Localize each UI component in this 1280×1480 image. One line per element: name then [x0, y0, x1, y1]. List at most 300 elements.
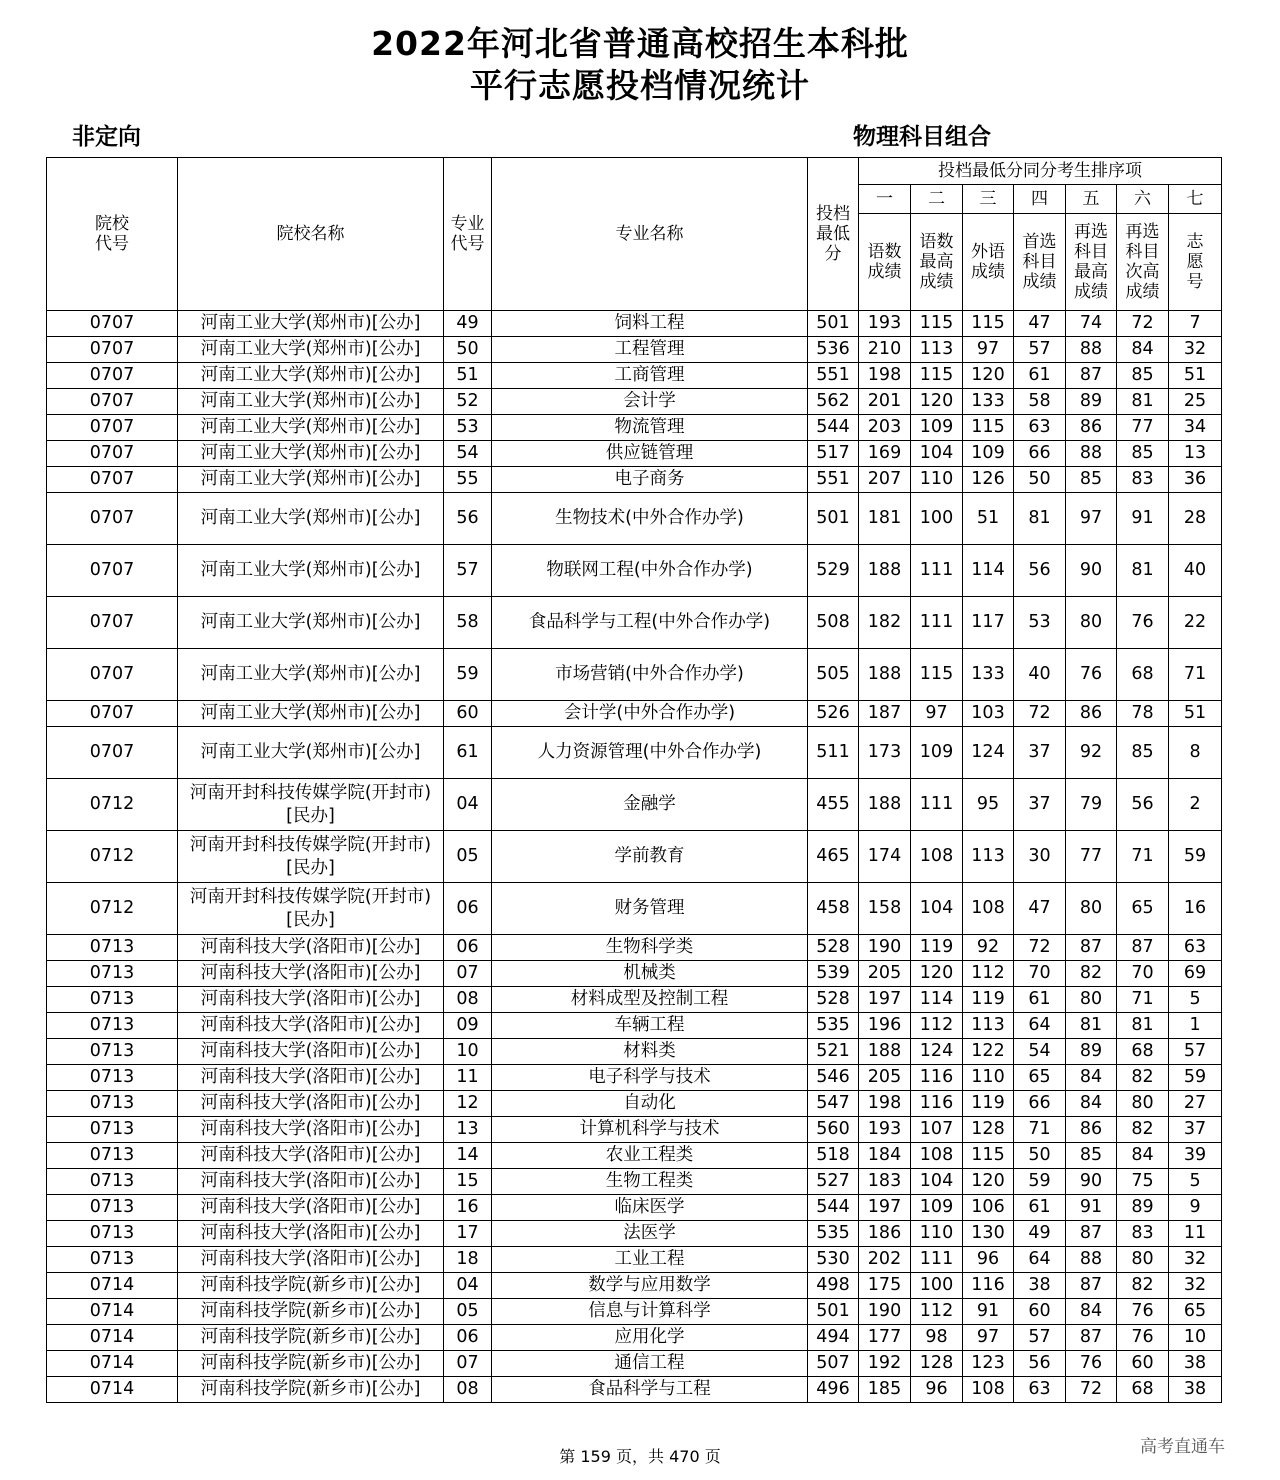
cell-school-name: 河南科技大学(洛阳市)[公办] — [178, 1065, 444, 1091]
cell-school-name: 河南科技大学(洛阳市)[公办] — [178, 1143, 444, 1169]
cell-major-name: 生物技术(中外合作办学) — [492, 493, 808, 545]
cell-major-code: 50 — [444, 337, 492, 363]
cell-rank-3-score: 106 — [963, 1195, 1014, 1221]
cell-rank-3-score: 112 — [963, 961, 1014, 987]
cell-rank-3-score: 126 — [963, 467, 1014, 493]
cell-rank-5-score: 85 — [1066, 1143, 1117, 1169]
cell-rank-3-score: 133 — [963, 649, 1014, 701]
cell-rank-4-score: 66 — [1014, 1091, 1066, 1117]
cell-major-name: 物流管理 — [492, 415, 808, 441]
cell-min-score: 535 — [808, 1013, 859, 1039]
cell-rank-4-score: 64 — [1014, 1013, 1066, 1039]
document-title-line-2: 平行志愿投档情况统计 — [470, 66, 810, 105]
cell-school-name: 河南工业大学(郑州市)[公办] — [178, 649, 444, 701]
cell-rank-2-score: 119 — [911, 935, 963, 961]
cell-school-name: 河南开封科技传媒学院(开封市)[民办] — [178, 883, 444, 935]
cell-rank-6-score: 81 — [1117, 1013, 1169, 1039]
cell-school-code: 0707 — [47, 389, 178, 415]
cell-school-name: 河南开封科技传媒学院(开封市)[民办] — [178, 831, 444, 883]
cell-major-code: 13 — [444, 1117, 492, 1143]
cell-rank-6-score: 82 — [1117, 1117, 1169, 1143]
cell-rank-3-score: 110 — [963, 1065, 1014, 1091]
cell-school-code: 0707 — [47, 545, 178, 597]
cell-rank-1-score: 210 — [859, 337, 911, 363]
cell-min-score: 526 — [808, 701, 859, 727]
cell-rank-5-score: 84 — [1066, 1299, 1117, 1325]
cell-major-name: 信息与计算科学 — [492, 1299, 808, 1325]
cell-rank-3-score: 115 — [963, 311, 1014, 337]
cell-rank-2-score: 112 — [911, 1013, 963, 1039]
cell-major-code: 58 — [444, 597, 492, 649]
table-row — [47, 779, 1222, 831]
cell-rank-5-score: 88 — [1066, 1247, 1117, 1273]
cell-rank-3-score: 109 — [963, 441, 1014, 467]
cell-rank-2-score: 110 — [911, 467, 963, 493]
cell-rank-2-score: 114 — [911, 987, 963, 1013]
cell-school-code: 0707 — [47, 701, 178, 727]
cell-rank-1-score: 188 — [859, 649, 911, 701]
cell-min-score: 529 — [808, 545, 859, 597]
cell-rank-3-score: 117 — [963, 597, 1014, 649]
header-rank-1: 一 — [859, 185, 911, 214]
cell-rank-4-score: 72 — [1014, 701, 1066, 727]
cell-rank-7-choice: 57 — [1169, 1039, 1222, 1065]
cell-rank-5-score: 85 — [1066, 467, 1117, 493]
cell-rank-2-score: 97 — [911, 701, 963, 727]
table-row — [47, 1065, 1222, 1091]
cell-rank-6-score: 85 — [1117, 727, 1169, 779]
cell-major-name: 市场营销(中外合作办学) — [492, 649, 808, 701]
cell-min-score: 527 — [808, 1169, 859, 1195]
cell-rank-1-score: 185 — [859, 1377, 911, 1403]
cell-rank-1-score: 174 — [859, 831, 911, 883]
cell-major-code: 04 — [444, 1273, 492, 1299]
cell-rank-3-score: 133 — [963, 389, 1014, 415]
cell-rank-2-score: 96 — [911, 1377, 963, 1403]
cell-school-name: 河南工业大学(郑州市)[公办] — [178, 441, 444, 467]
cell-school-name: 河南工业大学(郑州市)[公办] — [178, 545, 444, 597]
cell-major-code: 08 — [444, 987, 492, 1013]
cell-school-name: 河南科技学院(新乡市)[公办] — [178, 1273, 444, 1299]
cell-rank-6-score: 71 — [1117, 831, 1169, 883]
cell-rank-4-score: 70 — [1014, 961, 1066, 987]
cell-rank-6-score: 71 — [1117, 987, 1169, 1013]
cell-min-score: 521 — [808, 1039, 859, 1065]
cell-rank-6-score: 68 — [1117, 649, 1169, 701]
table-row — [47, 1013, 1222, 1039]
cell-rank-6-score: 80 — [1117, 1247, 1169, 1273]
table-row — [47, 415, 1222, 441]
cell-rank-2-score: 120 — [911, 961, 963, 987]
cell-rank-6-score: 91 — [1117, 493, 1169, 545]
header-min-score: 投档最低分 — [808, 158, 859, 311]
cell-rank-7-choice: 32 — [1169, 1247, 1222, 1273]
cell-rank-3-score: 91 — [963, 1299, 1014, 1325]
cell-school-name: 河南科技大学(洛阳市)[公办] — [178, 1091, 444, 1117]
cell-rank-4-score: 37 — [1014, 779, 1066, 831]
cell-rank-1-score: 207 — [859, 467, 911, 493]
cell-major-name: 电子商务 — [492, 467, 808, 493]
cell-rank-7-choice: 37 — [1169, 1117, 1222, 1143]
cell-rank-5-score: 72 — [1066, 1377, 1117, 1403]
cell-rank-2-score: 116 — [911, 1091, 963, 1117]
cell-major-code: 52 — [444, 389, 492, 415]
cell-major-name: 学前教育 — [492, 831, 808, 883]
cell-major-code: 17 — [444, 1221, 492, 1247]
cell-rank-2-score: 113 — [911, 337, 963, 363]
cell-rank-6-score: 76 — [1117, 1325, 1169, 1351]
cell-school-name: 河南科技学院(新乡市)[公办] — [178, 1351, 444, 1377]
cell-school-name: 河南工业大学(郑州市)[公办] — [178, 701, 444, 727]
cell-major-name: 工程管理 — [492, 337, 808, 363]
cell-rank-3-score: 123 — [963, 1351, 1014, 1377]
cell-major-code: 56 — [444, 493, 492, 545]
cell-school-code: 0707 — [47, 415, 178, 441]
table-row — [47, 337, 1222, 363]
cell-rank-1-score: 202 — [859, 1247, 911, 1273]
cell-major-name: 供应链管理 — [492, 441, 808, 467]
cell-school-name: 河南科技大学(洛阳市)[公办] — [178, 961, 444, 987]
cell-rank-1-score: 197 — [859, 987, 911, 1013]
cell-rank-5-score: 97 — [1066, 493, 1117, 545]
cell-major-code: 04 — [444, 779, 492, 831]
cell-school-code: 0707 — [47, 727, 178, 779]
cell-rank-4-score: 64 — [1014, 1247, 1066, 1273]
cell-rank-7-choice: 40 — [1169, 545, 1222, 597]
cell-rank-5-score: 87 — [1066, 935, 1117, 961]
cell-school-code: 0714 — [47, 1273, 178, 1299]
cell-rank-4-score: 38 — [1014, 1273, 1066, 1299]
cell-major-name: 会计学 — [492, 389, 808, 415]
cell-rank-3-score: 122 — [963, 1039, 1014, 1065]
cell-major-code: 05 — [444, 1299, 492, 1325]
cell-rank-5-score: 87 — [1066, 1221, 1117, 1247]
cell-rank-4-score: 61 — [1014, 363, 1066, 389]
cell-rank-5-score: 84 — [1066, 1065, 1117, 1091]
cell-min-score: 496 — [808, 1377, 859, 1403]
cell-major-code: 16 — [444, 1195, 492, 1221]
cell-rank-7-choice: 16 — [1169, 883, 1222, 935]
table-row — [47, 1143, 1222, 1169]
cell-rank-7-choice: 39 — [1169, 1143, 1222, 1169]
table-row — [47, 961, 1222, 987]
cell-rank-2-score: 109 — [911, 727, 963, 779]
cell-major-name: 通信工程 — [492, 1351, 808, 1377]
cell-school-code: 0714 — [47, 1299, 178, 1325]
cell-rank-7-choice: 51 — [1169, 701, 1222, 727]
cell-rank-7-choice: 1 — [1169, 1013, 1222, 1039]
table-row — [47, 1039, 1222, 1065]
cell-rank-7-choice: 34 — [1169, 415, 1222, 441]
cell-rank-6-score: 76 — [1117, 1299, 1169, 1325]
header-rank-item-3: 外语成绩 — [963, 214, 1014, 311]
cell-rank-2-score: 115 — [911, 363, 963, 389]
table-row — [47, 1299, 1222, 1325]
cell-rank-7-choice: 25 — [1169, 389, 1222, 415]
cell-rank-1-score: 193 — [859, 1117, 911, 1143]
cell-school-code: 0713 — [47, 935, 178, 961]
cell-major-name: 物联网工程(中外合作办学) — [492, 545, 808, 597]
cell-rank-5-score: 88 — [1066, 337, 1117, 363]
table-row — [47, 727, 1222, 779]
cell-rank-2-score: 128 — [911, 1351, 963, 1377]
cell-rank-4-score: 49 — [1014, 1221, 1066, 1247]
cell-rank-4-score: 66 — [1014, 441, 1066, 467]
cell-rank-4-score: 53 — [1014, 597, 1066, 649]
cell-min-score: 501 — [808, 493, 859, 545]
cell-rank-2-score: 120 — [911, 389, 963, 415]
cell-rank-1-score: 198 — [859, 363, 911, 389]
cell-rank-2-score: 108 — [911, 1143, 963, 1169]
cell-rank-5-score: 77 — [1066, 831, 1117, 883]
subject-combination-label: 物理科目组合 — [853, 124, 991, 150]
header-rank-group: 投档最低分同分考生排序项 — [859, 158, 1222, 185]
cell-rank-4-score: 50 — [1014, 467, 1066, 493]
cell-rank-5-score: 74 — [1066, 311, 1117, 337]
table-row — [47, 1247, 1222, 1273]
cell-min-score: 517 — [808, 441, 859, 467]
cell-rank-2-score: 104 — [911, 883, 963, 935]
cell-min-score: 530 — [808, 1247, 859, 1273]
cell-rank-4-score: 72 — [1014, 935, 1066, 961]
cell-rank-1-score: 190 — [859, 935, 911, 961]
cell-major-code: 07 — [444, 1351, 492, 1377]
cell-major-name: 工业工程 — [492, 1247, 808, 1273]
page-footer: 第 159 页，共 470 页 — [559, 1447, 721, 1466]
cell-school-code: 0712 — [47, 779, 178, 831]
table-row — [47, 389, 1222, 415]
cell-school-name: 河南科技大学(洛阳市)[公办] — [178, 935, 444, 961]
cell-rank-5-score: 92 — [1066, 727, 1117, 779]
cell-major-name: 会计学(中外合作办学) — [492, 701, 808, 727]
cell-major-code: 54 — [444, 441, 492, 467]
cell-min-score: 544 — [808, 415, 859, 441]
cell-major-code: 15 — [444, 1169, 492, 1195]
cell-rank-7-choice: 36 — [1169, 467, 1222, 493]
cell-major-name: 电子科学与技术 — [492, 1065, 808, 1091]
cell-rank-7-choice: 5 — [1169, 1169, 1222, 1195]
cell-school-code: 0713 — [47, 1091, 178, 1117]
table-row — [47, 363, 1222, 389]
cell-major-code: 49 — [444, 311, 492, 337]
cell-rank-7-choice: 32 — [1169, 1273, 1222, 1299]
cell-rank-1-score: 205 — [859, 961, 911, 987]
cell-rank-3-score: 108 — [963, 883, 1014, 935]
cell-major-name: 机械类 — [492, 961, 808, 987]
cell-min-score: 551 — [808, 467, 859, 493]
cell-rank-1-score: 188 — [859, 779, 911, 831]
cell-rank-1-score: 181 — [859, 493, 911, 545]
cell-rank-1-score: 193 — [859, 311, 911, 337]
table-row — [47, 649, 1222, 701]
header-rank-3: 三 — [963, 185, 1014, 214]
cell-min-score: 518 — [808, 1143, 859, 1169]
table-row — [47, 1377, 1222, 1403]
cell-rank-4-score: 30 — [1014, 831, 1066, 883]
cell-rank-5-score: 89 — [1066, 389, 1117, 415]
cell-rank-3-score: 119 — [963, 1091, 1014, 1117]
cell-rank-1-score: 197 — [859, 1195, 911, 1221]
cell-rank-4-score: 47 — [1014, 311, 1066, 337]
cell-school-code: 0713 — [47, 1195, 178, 1221]
cell-rank-1-score: 186 — [859, 1221, 911, 1247]
header-rank-item-1: 语数成绩 — [859, 214, 911, 311]
cell-school-code: 0713 — [47, 1247, 178, 1273]
cell-rank-7-choice: 9 — [1169, 1195, 1222, 1221]
cell-major-code: 05 — [444, 831, 492, 883]
cell-rank-7-choice: 10 — [1169, 1325, 1222, 1351]
cell-major-name: 饲料工程 — [492, 311, 808, 337]
cell-rank-3-score: 108 — [963, 1377, 1014, 1403]
cell-rank-3-score: 130 — [963, 1221, 1014, 1247]
table-row — [47, 1325, 1222, 1351]
cell-rank-3-score: 116 — [963, 1273, 1014, 1299]
table-row — [47, 467, 1222, 493]
table-row — [47, 493, 1222, 545]
cell-rank-4-score: 57 — [1014, 337, 1066, 363]
cell-school-code: 0713 — [47, 1065, 178, 1091]
table-row — [47, 987, 1222, 1013]
cell-school-name: 河南工业大学(郑州市)[公办] — [178, 337, 444, 363]
cell-rank-7-choice: 32 — [1169, 337, 1222, 363]
cell-min-score: 546 — [808, 1065, 859, 1091]
cell-rank-6-score: 85 — [1117, 441, 1169, 467]
cell-rank-1-score: 158 — [859, 883, 911, 935]
cell-school-code: 0713 — [47, 987, 178, 1013]
cell-rank-5-score: 90 — [1066, 545, 1117, 597]
cell-rank-1-score: 187 — [859, 701, 911, 727]
cell-rank-3-score: 113 — [963, 1013, 1014, 1039]
header-rank-item-2: 语数最高成绩 — [911, 214, 963, 311]
cell-min-score: 494 — [808, 1325, 859, 1351]
cell-major-code: 11 — [444, 1065, 492, 1091]
cell-school-code: 0707 — [47, 311, 178, 337]
cell-rank-5-score: 87 — [1066, 363, 1117, 389]
cell-major-name: 材料类 — [492, 1039, 808, 1065]
table-row — [47, 311, 1222, 337]
cell-major-code: 12 — [444, 1091, 492, 1117]
cell-rank-4-score: 54 — [1014, 1039, 1066, 1065]
cell-major-code: 57 — [444, 545, 492, 597]
header-major-name: 专业名称 — [492, 158, 808, 311]
cell-school-code: 0707 — [47, 337, 178, 363]
cell-rank-6-score: 89 — [1117, 1195, 1169, 1221]
cell-rank-7-choice: 22 — [1169, 597, 1222, 649]
cell-rank-7-choice: 69 — [1169, 961, 1222, 987]
cell-rank-2-score: 98 — [911, 1325, 963, 1351]
cell-min-score: 455 — [808, 779, 859, 831]
cell-rank-3-score: 97 — [963, 337, 1014, 363]
cell-school-code: 0707 — [47, 597, 178, 649]
cell-min-score: 562 — [808, 389, 859, 415]
cell-rank-7-choice: 8 — [1169, 727, 1222, 779]
cell-school-name: 河南工业大学(郑州市)[公办] — [178, 311, 444, 337]
table-row — [47, 441, 1222, 467]
cell-major-name: 临床医学 — [492, 1195, 808, 1221]
cell-rank-5-score: 91 — [1066, 1195, 1117, 1221]
cell-school-code: 0707 — [47, 493, 178, 545]
cell-rank-4-score: 71 — [1014, 1117, 1066, 1143]
header-rank-item-7: 志愿号 — [1169, 214, 1222, 311]
cell-rank-6-score: 83 — [1117, 467, 1169, 493]
cell-rank-3-score: 120 — [963, 363, 1014, 389]
table-row — [47, 701, 1222, 727]
cell-rank-2-score: 104 — [911, 441, 963, 467]
cell-min-score: 551 — [808, 363, 859, 389]
table-row — [47, 1195, 1222, 1221]
cell-major-name: 生物工程类 — [492, 1169, 808, 1195]
cell-major-name: 农业工程类 — [492, 1143, 808, 1169]
cell-rank-1-score: 196 — [859, 1013, 911, 1039]
cell-rank-5-score: 80 — [1066, 883, 1117, 935]
cell-rank-5-score: 87 — [1066, 1273, 1117, 1299]
cell-min-score: 465 — [808, 831, 859, 883]
cell-rank-6-score: 84 — [1117, 337, 1169, 363]
cell-rank-3-score: 115 — [963, 415, 1014, 441]
cell-rank-2-score: 115 — [911, 649, 963, 701]
cell-rank-1-score: 182 — [859, 597, 911, 649]
cell-min-score: 458 — [808, 883, 859, 935]
cell-rank-5-score: 81 — [1066, 1013, 1117, 1039]
cell-school-name: 河南工业大学(郑州市)[公办] — [178, 467, 444, 493]
cell-rank-7-choice: 59 — [1169, 1065, 1222, 1091]
cell-rank-2-score: 108 — [911, 831, 963, 883]
cell-min-score: 501 — [808, 311, 859, 337]
cell-rank-3-score: 103 — [963, 701, 1014, 727]
cell-rank-6-score: 68 — [1117, 1039, 1169, 1065]
cell-rank-6-score: 83 — [1117, 1221, 1169, 1247]
cell-rank-1-score: 203 — [859, 415, 911, 441]
cell-rank-5-score: 76 — [1066, 649, 1117, 701]
table-row — [47, 831, 1222, 883]
cell-rank-7-choice: 28 — [1169, 493, 1222, 545]
category-label: 非定向 — [72, 124, 141, 150]
cell-rank-6-score: 85 — [1117, 363, 1169, 389]
cell-rank-5-score: 76 — [1066, 1351, 1117, 1377]
table-row — [47, 1169, 1222, 1195]
cell-rank-6-score: 68 — [1117, 1377, 1169, 1403]
cell-rank-7-choice: 38 — [1169, 1377, 1222, 1403]
cell-min-score: 505 — [808, 649, 859, 701]
cell-school-code: 0713 — [47, 1117, 178, 1143]
cell-rank-7-choice: 38 — [1169, 1351, 1222, 1377]
cell-min-score: 547 — [808, 1091, 859, 1117]
cell-rank-4-score: 37 — [1014, 727, 1066, 779]
cell-rank-6-score: 80 — [1117, 1091, 1169, 1117]
cell-rank-7-choice: 63 — [1169, 935, 1222, 961]
header-rank-item-4: 首选科目成绩 — [1014, 214, 1066, 311]
cell-rank-2-score: 112 — [911, 1299, 963, 1325]
cell-rank-5-score: 88 — [1066, 441, 1117, 467]
cell-major-name: 财务管理 — [492, 883, 808, 935]
cell-rank-4-score: 56 — [1014, 545, 1066, 597]
cell-rank-1-score: 184 — [859, 1143, 911, 1169]
cell-major-code: 59 — [444, 649, 492, 701]
cell-rank-2-score: 109 — [911, 1195, 963, 1221]
table-row — [47, 597, 1222, 649]
cell-rank-2-score: 124 — [911, 1039, 963, 1065]
cell-school-name: 河南科技大学(洛阳市)[公办] — [178, 1195, 444, 1221]
watermark: 高考直通车 — [1140, 1437, 1225, 1457]
header-rank-7: 七 — [1169, 185, 1222, 214]
cell-rank-5-score: 86 — [1066, 415, 1117, 441]
cell-rank-6-score: 70 — [1117, 961, 1169, 987]
cell-rank-7-choice: 5 — [1169, 987, 1222, 1013]
cell-rank-6-score: 60 — [1117, 1351, 1169, 1377]
cell-rank-2-score: 110 — [911, 1221, 963, 1247]
cell-rank-6-score: 82 — [1117, 1273, 1169, 1299]
cell-school-name: 河南科技大学(洛阳市)[公办] — [178, 1169, 444, 1195]
